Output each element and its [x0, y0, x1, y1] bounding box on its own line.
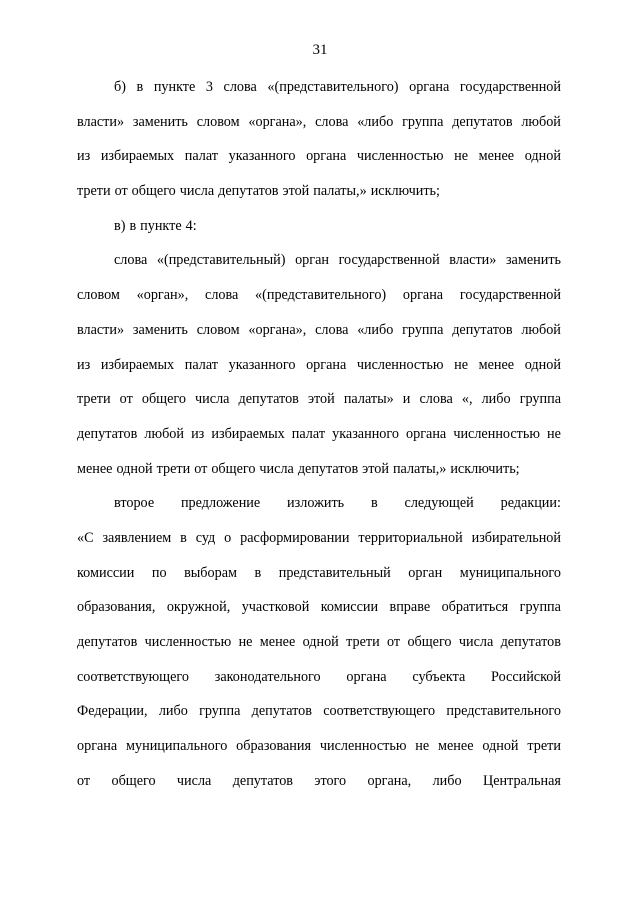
word: Федерации,	[77, 703, 148, 720]
word: представительный	[278, 564, 391, 581]
word: в)	[114, 217, 126, 234]
text-line	[77, 209, 561, 244]
word: от	[387, 634, 401, 650]
word: муниципального	[459, 564, 561, 581]
word: «органа»,	[248, 321, 307, 338]
word: общего	[141, 391, 186, 408]
word: по	[151, 564, 167, 581]
word: «либо	[357, 321, 394, 338]
word: либо	[432, 772, 462, 789]
word: любой	[144, 425, 184, 442]
word: и	[402, 391, 411, 408]
word: слова	[205, 287, 239, 304]
word: власти»	[77, 321, 125, 338]
text-line	[77, 660, 561, 695]
word: органа,	[367, 772, 412, 789]
word: органа	[306, 356, 347, 373]
word: комиссии	[320, 599, 379, 616]
word: окружной,	[166, 599, 231, 616]
word: менее	[478, 148, 515, 165]
word: словом	[196, 321, 240, 338]
word: численностью	[453, 425, 540, 442]
word: органа	[402, 287, 444, 304]
word: заменить	[505, 252, 561, 269]
word: депутатов	[297, 460, 359, 477]
word: в	[180, 529, 187, 546]
word: «либо	[357, 113, 394, 130]
word: муниципального	[126, 738, 228, 755]
word: палат	[291, 425, 326, 442]
word: органа	[306, 148, 347, 165]
word: органа	[346, 668, 387, 685]
word: одной	[524, 356, 561, 373]
word: трети	[77, 391, 111, 408]
word: образования	[236, 738, 311, 755]
word: власти»	[449, 252, 497, 269]
word: трети	[346, 634, 380, 650]
word: «,	[461, 391, 473, 408]
text-line	[77, 729, 561, 764]
word: «(представительный)	[156, 252, 286, 269]
text-line	[77, 590, 561, 625]
word: указанного	[228, 356, 296, 373]
word: 3	[205, 79, 213, 95]
word: в	[254, 564, 262, 581]
word: числа	[179, 183, 215, 200]
word: любой	[521, 113, 561, 130]
word: слова	[223, 79, 257, 95]
word: от	[194, 460, 208, 477]
word: одной	[116, 460, 153, 477]
word: государственной	[459, 287, 561, 304]
word: группа	[199, 703, 241, 720]
word: не	[547, 425, 561, 442]
word: вправе	[389, 599, 431, 616]
page-number: 31	[312, 42, 328, 58]
word: орган	[408, 564, 443, 581]
word: органа	[77, 738, 118, 755]
word: от	[114, 183, 128, 200]
word: предложение	[180, 495, 261, 512]
word: указанного	[332, 425, 399, 442]
word: «орган»,	[136, 287, 189, 304]
text-line	[77, 382, 561, 417]
text-line	[77, 278, 561, 313]
word: депутатов	[500, 634, 561, 650]
word: этой	[282, 183, 310, 200]
word: указанного	[228, 148, 296, 165]
text-line	[77, 694, 561, 729]
word: представительного	[446, 703, 561, 720]
word: в	[370, 495, 378, 512]
text-line	[77, 521, 561, 556]
text-line	[77, 452, 561, 487]
word: общего	[211, 460, 256, 477]
word: депутатов	[238, 391, 299, 408]
word: комиссии	[77, 564, 135, 581]
word: из	[77, 356, 91, 373]
word: законодательного	[214, 668, 321, 685]
word: исключить;	[450, 460, 520, 477]
word: группа	[402, 321, 444, 338]
word: выборам	[184, 564, 237, 581]
word: суд	[195, 529, 216, 546]
word: слова	[114, 252, 148, 269]
text-line	[77, 486, 561, 521]
word: «органа»,	[248, 113, 307, 130]
word: не	[415, 738, 430, 755]
word: депутатов	[77, 425, 138, 442]
word: второе	[114, 495, 155, 512]
word: этой	[362, 460, 389, 477]
word: субъекта	[412, 668, 466, 685]
word: заменить	[132, 321, 188, 338]
word: менее	[259, 634, 296, 650]
word: не	[238, 634, 253, 650]
word: общего	[407, 634, 452, 650]
word: избираемых	[211, 425, 285, 442]
word: соответствующего	[77, 668, 189, 685]
text-line	[77, 313, 561, 348]
word: следующей	[404, 495, 474, 512]
word: либо	[158, 703, 188, 720]
word: «С	[77, 529, 94, 546]
text-line	[77, 348, 561, 383]
word: трети	[77, 183, 111, 200]
word: численностью	[144, 634, 232, 650]
word: депутатов	[232, 772, 293, 789]
text-line	[77, 139, 561, 174]
text-line	[77, 764, 561, 799]
word: расформировании	[240, 529, 350, 546]
word: депутатов	[77, 634, 138, 650]
word: «(представительного)	[267, 79, 399, 95]
word: численностью	[319, 738, 407, 755]
text-line	[77, 105, 561, 140]
word: государственной	[338, 252, 440, 269]
word: органа	[409, 79, 450, 95]
word: заменить	[132, 113, 188, 130]
word: участковой	[241, 599, 310, 616]
word: этого	[314, 772, 347, 789]
text-line	[77, 556, 561, 591]
word: любой	[521, 321, 561, 338]
word: б)	[114, 79, 126, 95]
word: численностью	[356, 148, 444, 165]
word: палаты,»	[392, 460, 447, 477]
word: численностью	[356, 356, 444, 373]
word: трети	[156, 460, 191, 477]
word: общего	[111, 772, 156, 789]
word: депутатов	[452, 113, 513, 130]
word: пункте	[140, 217, 182, 234]
word: общего	[131, 183, 176, 200]
word: одной	[524, 148, 561, 165]
word: палаты,»	[313, 183, 367, 200]
word: палаты»	[343, 391, 394, 408]
word: редакции:	[500, 495, 561, 512]
word: трети	[527, 738, 561, 755]
word: менее	[77, 460, 113, 477]
word: одной	[482, 738, 519, 755]
word: либо	[481, 391, 511, 408]
word: образования,	[77, 599, 156, 616]
word: 4:	[185, 217, 197, 234]
document-body	[77, 70, 561, 798]
word: исключить;	[370, 183, 440, 200]
word: Центральная	[482, 772, 561, 789]
word: словом	[77, 287, 120, 304]
word: власти»	[77, 113, 125, 130]
word: числа	[259, 460, 294, 477]
text-line	[77, 625, 561, 660]
word: из	[77, 148, 91, 165]
text-line	[77, 174, 561, 209]
word: заявлением	[102, 529, 172, 546]
word: органа	[406, 425, 447, 442]
word: числа	[195, 391, 230, 408]
word: избираемых	[100, 148, 175, 165]
word: палат	[184, 356, 218, 373]
word: депутатов	[251, 703, 312, 720]
word: числа	[458, 634, 494, 650]
word: не	[454, 356, 469, 373]
word: соответствующего	[323, 703, 436, 720]
word: в	[136, 79, 144, 95]
word: избирательной	[471, 529, 561, 546]
word: государственной	[459, 79, 561, 95]
word: о	[224, 529, 232, 546]
word: группа	[519, 599, 561, 616]
text-line	[77, 243, 561, 278]
word: обратиться	[441, 599, 509, 616]
word: менее	[478, 356, 515, 373]
word: изложить	[287, 495, 345, 512]
word: словом	[196, 113, 240, 130]
word: пункте	[153, 79, 196, 95]
word: слова	[419, 391, 453, 408]
word: палат	[184, 148, 218, 165]
word: из	[191, 425, 205, 442]
word: «(представительного)	[255, 287, 387, 304]
word: одной	[302, 634, 339, 650]
word: от	[77, 772, 91, 789]
text-line	[77, 70, 561, 105]
text-line	[77, 417, 561, 452]
word: слова	[315, 321, 349, 338]
word: депутатов	[218, 183, 279, 200]
word: орган	[295, 252, 329, 269]
word: числа	[176, 772, 212, 789]
word: группа	[519, 391, 561, 408]
word: избираемых	[100, 356, 175, 373]
word: депутатов	[452, 321, 513, 338]
word: Российской	[491, 668, 561, 685]
word: территориальной	[358, 529, 463, 546]
word: от	[119, 391, 133, 408]
word: группа	[402, 113, 444, 130]
word: в	[129, 217, 137, 234]
word: не	[454, 148, 469, 165]
word: этой	[307, 391, 335, 408]
word: менее	[438, 738, 474, 755]
word: слова	[315, 113, 349, 130]
